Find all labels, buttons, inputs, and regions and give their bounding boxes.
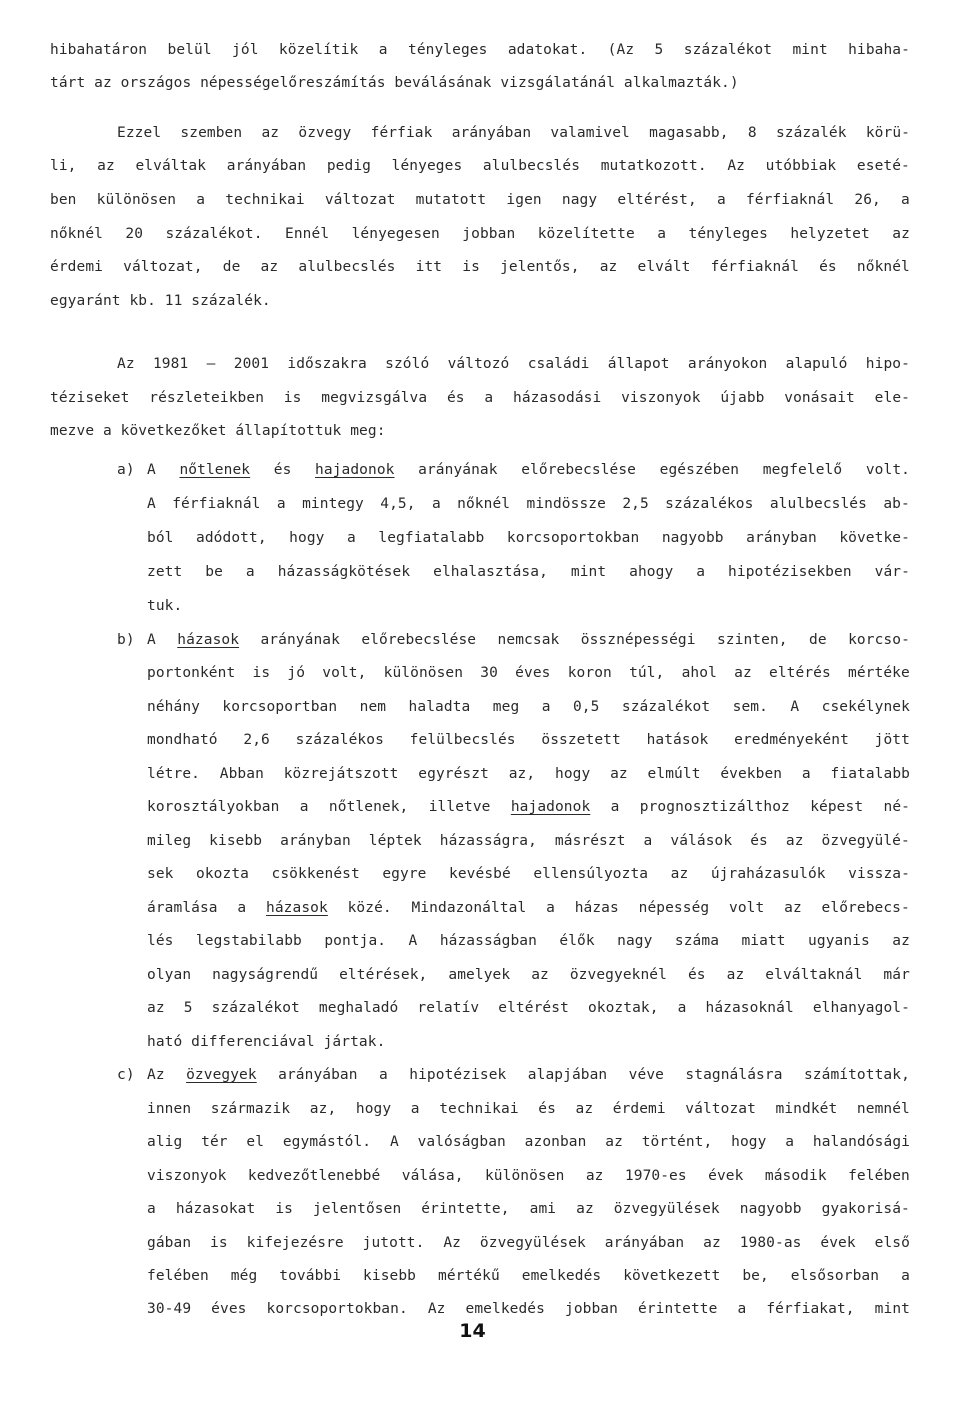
paragraph-2-line: érdemi változat, de az alulbecslés itt is jelentős, az elvált férfiaknál és nőknél xyxy=(50,259,910,275)
paragraph-2-line: nőknél 20 százalékot. Ennél lényegesen jobban közelítette a tényleges helyzetet az xyxy=(50,226,910,242)
item-b-line: A házasok arányának előrebecslése nemcsak össznépességi szinten, de korcso- xyxy=(147,632,910,648)
item-a-line: ból adódott, hogy a legfiatalabb korcsoportokban nagyobb arányban követke- xyxy=(147,530,910,546)
item-a-line: A nőtlenek és hajadonok arányának előrebecslése egészében megfelelő volt. xyxy=(147,462,910,478)
item-b-line: lés legstabilabb pontja. A házasságban élők nagy száma miatt ugyanis az xyxy=(147,933,910,949)
item-c-line: alig tér el egymástól. A valóságban azonban az történt, hogy a halandósági xyxy=(147,1134,910,1150)
page-number: 14 xyxy=(459,1320,486,1342)
item-b-line: korosztályokban a nőtlenek, illetve hajadonok a prognosztizálthoz képest né- xyxy=(147,799,910,815)
item-a-line: tuk. xyxy=(147,598,183,614)
item-c-line: a házasokat is jelentősen érintette, ami az özvegyülések nagyobb gyakorisá- xyxy=(147,1201,910,1217)
item-c-line: innen származik az, hogy a technikai és az érdemi változat mindkét nemnél xyxy=(147,1101,910,1117)
list-marker-b: b) xyxy=(117,632,135,648)
paragraph-2-line: li, az elváltak arányában pedig lényeges alulbecslés mutatkozott. Az utóbbiak eseté- xyxy=(50,158,910,174)
item-a-line: zett be a házasságkötések elhalasztása, mint ahogy a hipotézisekben vár- xyxy=(147,564,910,580)
item-b-line: olyan nagyságrendű eltérések, amelyek az özvegyeknél és az elváltaknál már xyxy=(147,967,910,983)
item-c-line: Az özvegyek arányában a hipotézisek alapjában véve stagnálásra számítottak, xyxy=(147,1067,910,1083)
paragraph-1-line: hibahatáron belül jól közelítik a tényleges adatokat. (Az 5 százalékot mint hibaha- xyxy=(50,42,910,58)
item-b-line: mileg kisebb arányban léptek házasságra, másrészt a válások és az özvegyülé- xyxy=(147,833,910,849)
item-b-line: portonként is jó volt, különösen 30 éves koron túl, ahol az eltérés mértéke xyxy=(147,665,910,681)
item-b-line: az 5 százalékot meghaladó relatív eltérést okoztak, a házasoknál elhanyagol- xyxy=(147,1000,910,1016)
item-b-line: áramlása a házasok közé. Mindazonáltal a házas népesség volt az előrebecs- xyxy=(147,900,910,916)
list-marker-a: a) xyxy=(117,462,135,478)
item-b-line: mondható 2,6 százalékos felülbecslés összetett hatások eredményeként jött xyxy=(147,732,910,748)
paragraph-3-line: mezve a következőket állapítottuk meg: xyxy=(50,423,386,439)
item-b-line: néhány korcsoportban nem haladta meg a 0,5 százalékot sem. A csekélynek xyxy=(147,699,910,715)
item-b-line: létre. Abban közrejátszott egyrészt az, hogy az elmúlt években a fiatalabb xyxy=(147,766,910,782)
item-a-line: A férfiaknál a mintegy 4,5, a nőknél mindössze 2,5 százalékos alulbecslés ab- xyxy=(147,496,910,512)
paragraph-2-line: ben különösen a technikai változat mutatott igen nagy eltérést, a férfiaknál 26, a xyxy=(50,192,910,208)
item-b-line: ható differenciával jártak. xyxy=(147,1034,386,1050)
item-b-line: sek okozta csökkenést egyre kevésbé ellensúlyozta az újraházasulók vissza- xyxy=(147,866,910,882)
paragraph-2-line: Ezzel szemben az özvegy férfiak arányában valamivel magasabb, 8 százalék körü- xyxy=(117,125,910,141)
paragraph-2-line: egyaránt kb. 11 százalék. xyxy=(50,293,271,309)
paragraph-3-line: téziseket részleteikben is megvizsgálva és a házasodási viszonyok újabb vonásait ele- xyxy=(50,390,910,406)
paragraph-3-line: Az 1981 – 2001 időszakra szóló változó családi állapot arányokon alapuló hipo- xyxy=(117,356,910,372)
item-c-line: viszonyok kedvezőtlenebbé válása, különösen az 1970-es évek második felében xyxy=(147,1168,910,1184)
item-c-line: gában is kifejezésre jutott. Az özvegyülések arányában az 1980-as évek első xyxy=(147,1235,910,1251)
item-c-line: 30-49 éves korcsoportokban. Az emelkedés jobban érintette a férfiakat, mint xyxy=(147,1301,910,1317)
item-c-line: felében még további kisebb mértékű emelkedés következett be, elsősorban a xyxy=(147,1268,910,1284)
paragraph-1-line: tárt az országos népességelőreszámítás beválásának vizsgálatánál alkalmazták.) xyxy=(50,75,739,91)
list-marker-c: c) xyxy=(117,1067,135,1083)
